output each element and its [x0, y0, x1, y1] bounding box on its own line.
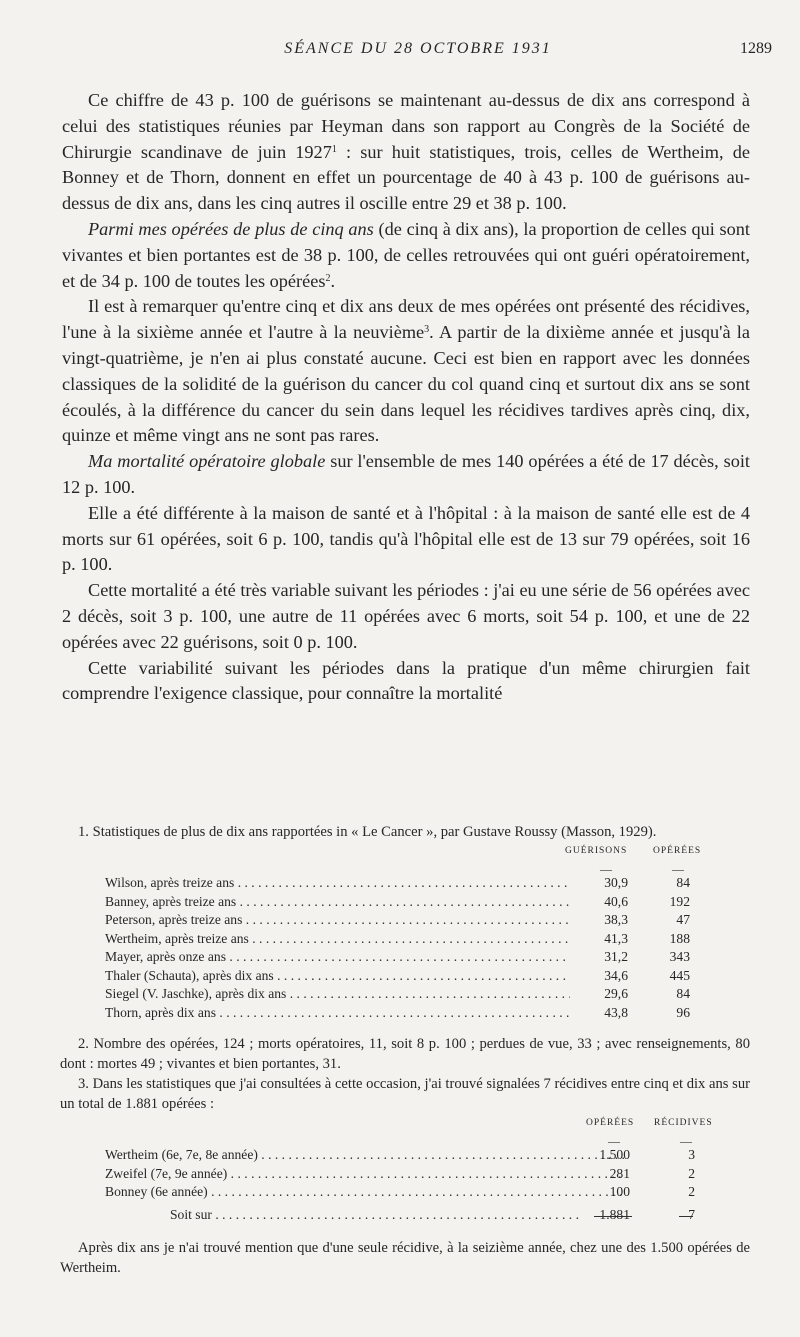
row-value: 343: [669, 949, 690, 964]
column-header: GUÉRISONS: [565, 846, 628, 856]
footnote-3-text: 3. Dans les statistiques que j'ai consultées à cette occasion, j'ai trouvé signalées 7 récidives entre cinq et dix ans sur un total de 1.881 opérées :: [60, 1076, 750, 1112]
table-row: [60, 985, 750, 1004]
paragraph-6: Cette mortalité a été très variable suivant les périodes : j'ai eu une série de 56 opérées avec 2 décès, soit 3 p. 100, une autre de 11 opérées avec 6 morts, soit 54 p. 100, et une de 22 opérées avec 22 guérisons, soit 0 p. 100.: [62, 580, 750, 652]
table-header: [60, 1114, 750, 1136]
column-header: RÉCIDIVES: [654, 1118, 713, 1128]
table-row: [60, 967, 750, 986]
table-row: [60, 948, 750, 967]
table-row: [60, 1183, 750, 1202]
row-value: 2: [688, 1165, 695, 1181]
row-label: Siegel (V. Jaschke), après dix ans . . .: [105, 985, 570, 1004]
page-number: 1289: [740, 40, 772, 57]
paragraph-3-end: . A partir de la dixième année et jusqu'à la vingt-quatrième, je n'en ai plus constaté aucune. Ceci est bien en rapport avec les données classiques de la solidité de la guérison du cancer du col quand cinq et surtout dix ans se sont écoulés, à la différence du cancer du sein dans lequel les récidives tardives après cinq, dix, quinze et même vingt ans ne sont pas rares.: [62, 322, 750, 446]
paragraph-2-italic: Parmi mes opérées de plus de cinq ans: [88, 218, 374, 239]
row-value: 100: [609, 1184, 630, 1199]
row-value: 47: [676, 912, 690, 927]
footnote-3-closing: Après dix ans je n'ai trouvé mention que d'une seule récidive, à la seizième année, chez une des 1.500 opérées de Wertheim.: [60, 1240, 750, 1276]
row-label: Zweifel (7e, 9e année) . . .: [105, 1165, 625, 1184]
paragraph-1-text: Ce chiffre de 43 p. 100 de guérisons se maintenant au-dessus de dix ans correspond à celui des statistiques réunies par Heyman dans son rapport au Congrès de la Société de Chirurgie scandinave de juin 1927: [62, 90, 750, 162]
row-value: 29,6: [604, 986, 628, 1001]
footnote-ref-3: 3: [424, 324, 430, 336]
row-value: 34,6: [604, 967, 628, 983]
row-label: Thaler (Schauta), après dix ans . . .: [105, 967, 570, 986]
column-dashes: — —: [600, 862, 684, 876]
main-text: [62, 88, 750, 707]
row-value: 192: [669, 893, 690, 909]
row-label: Wertheim, après treize ans . . .: [105, 930, 570, 949]
paragraph-3-text: Il est à remarquer qu'entre cinq et dix ans deux de mes opérées ont présenté des récidives, l'une à la sixième année et l'autre à la neuvième: [62, 296, 750, 343]
paragraph-7: Cette variabilité suivant les périodes dans la pratique d'un même chirurgien fait comprendre l'exigence classique, pour connaître la mortalité: [62, 657, 750, 704]
paragraph-2: [62, 217, 750, 294]
footnotes: [60, 822, 750, 1278]
paragraph-1-end: : sur huit statistiques, trois, celles de Wertheim, de Bonney et de Thorn, donnent en effet un pourcentage de 40 à 43 p. 100 de guérisons au-dessus de dix ans, dans les cinq autres il oscille entre 29 et 38 p. 100.: [62, 141, 751, 214]
row-value: 2: [688, 1184, 695, 1199]
row-value: 281: [609, 1165, 630, 1181]
column-header: OPÉRÉES: [653, 846, 702, 856]
row-value: 445: [669, 967, 690, 983]
table-header: [60, 842, 750, 864]
paragraph-2-end: .: [330, 270, 336, 291]
row-label: Bonney (6e année) . . .: [105, 1183, 625, 1202]
row-label: Peterson, après treize ans . . .: [105, 911, 570, 930]
table-row: [60, 893, 750, 912]
row-value: 1.500: [599, 1147, 630, 1162]
row-label: Banney, après treize ans . . .: [105, 893, 570, 912]
row-value: 3: [688, 1147, 695, 1162]
row-label: Thorn, après dix ans . . .: [105, 1004, 570, 1023]
table-row: [60, 1004, 750, 1023]
total-row: [60, 1206, 750, 1225]
paragraph-5: Elle a été différente à la maison de santé et à l'hôpital : à la maison de santé elle est de 4 morts sur 61 opérées, soit 6 p. 100, tandis qu'à l'hôpital elle est de 13 sur 79 opérées, soit 16 p. 100.: [62, 502, 750, 575]
paragraph-1: [62, 88, 750, 217]
table-row: [60, 1146, 750, 1165]
running-title: SÉANCE DU 28 OCTOBRE 1931: [284, 40, 552, 57]
table-row: [60, 1165, 750, 1184]
row-value: 40,6: [604, 893, 628, 909]
row-value: 41,3: [604, 930, 628, 946]
row-value: 84: [676, 986, 690, 1001]
footnote-1-text: 1. Statistiques de plus de dix ans rapportées in « Le Cancer », par Gustave Roussy (Masson, 1929).: [78, 824, 657, 840]
page-header: [60, 40, 776, 68]
row-label: Mayer, après onze ans . . .: [105, 948, 570, 967]
row-value: 38,3: [604, 912, 628, 927]
footnote-ref-2: 2: [325, 272, 331, 284]
paragraph-3: [62, 294, 750, 449]
paragraph-4-italic: Ma mortalité opératoire globale: [88, 451, 326, 472]
column-header: OPÉRÉES: [586, 1118, 635, 1128]
footnote-1-table: [60, 842, 750, 1022]
row-value: 84: [676, 875, 690, 890]
column-dashes: — —: [608, 1134, 692, 1148]
total-value: 7: [688, 1206, 695, 1222]
paragraph-4-text: sur l'ensemble de mes 140 opérées a été de 17 décès, soit 12 p. 100.: [62, 451, 750, 497]
paragraph-2-text: (de cinq à dix ans), la proportion de celles qui sont vivantes et bien portantes est de 38 p. 100, de celles retrouvées qui ont guéri opératoirement, et de 34 p. 100 de toutes les opérées: [62, 218, 750, 291]
footnote-3-table: [60, 1114, 750, 1224]
table-row: [60, 911, 750, 930]
row-value: 30,9: [604, 875, 628, 890]
row-label: Wertheim (6e, 7e, 8e année) . . .: [105, 1146, 625, 1165]
total-label: Soit sur . . .: [170, 1206, 580, 1225]
row-value: 43,8: [604, 1004, 628, 1020]
total-value: 1.881: [599, 1206, 630, 1222]
footnote-2-text: 2. Nombre des opérées, 124 ; morts opératoires, 11, soit 8 p. 100 ; perdues de vue, 33 ; avec renseignements, 80 dont : mortes 49 ; vivantes et bien portantes, 31.: [60, 1036, 750, 1072]
table-row: [60, 930, 750, 949]
row-label: Wilson, après treize ans . . .: [105, 874, 570, 893]
row-value: 31,2: [604, 949, 628, 964]
table-row: [60, 874, 750, 893]
row-value: 188: [669, 930, 690, 946]
paragraph-4: [62, 449, 750, 501]
row-value: 96: [676, 1004, 690, 1020]
footnote-ref-1: 1: [331, 143, 337, 155]
